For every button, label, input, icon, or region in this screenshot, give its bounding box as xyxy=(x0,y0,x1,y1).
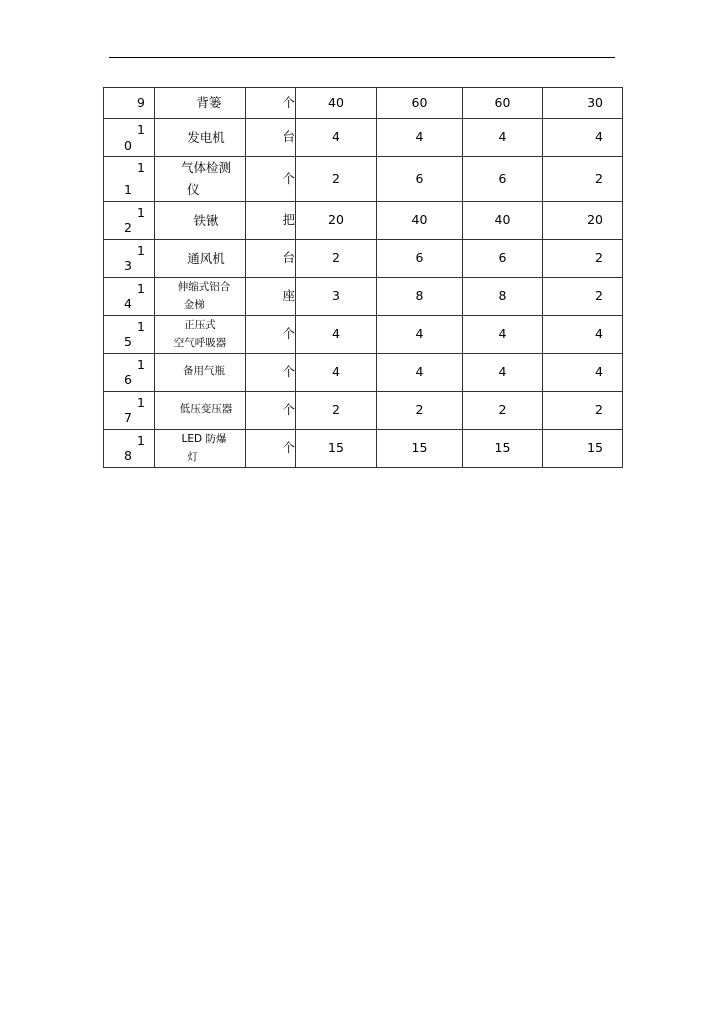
qty-1: 15 xyxy=(296,429,377,467)
unit-cell: 台 xyxy=(246,119,296,157)
qty-2: 6 xyxy=(377,157,463,202)
qty-4: 20 xyxy=(543,201,623,239)
row-number-digit: 5 xyxy=(124,334,132,350)
row-number-digit: 1 xyxy=(124,182,132,198)
table-row xyxy=(104,391,623,429)
qty-3: 15 xyxy=(463,429,543,467)
item-name-line: 空气呼吸器 xyxy=(173,337,227,350)
row-number xyxy=(104,157,155,202)
table-row xyxy=(104,119,623,157)
item-name-text: 备用气瓶 xyxy=(183,365,225,378)
unit-cell: 个 xyxy=(246,88,296,119)
qty-2: 2 xyxy=(377,391,463,429)
header-rule xyxy=(109,57,615,58)
row-number xyxy=(104,277,155,315)
qty-4: 4 xyxy=(543,353,623,391)
item-name xyxy=(155,353,246,391)
unit-cell: 个 xyxy=(246,315,296,353)
qty-1: 3 xyxy=(296,277,377,315)
qty-1: 40 xyxy=(296,88,377,119)
item-name-text: 低压变压器 xyxy=(179,403,233,416)
row-number-digit: 8 xyxy=(124,448,132,464)
qty-1: 2 xyxy=(296,391,377,429)
row-number-digit: 1 xyxy=(137,432,145,448)
qty-2: 15 xyxy=(377,429,463,467)
item-name-line: 仪 xyxy=(186,181,200,197)
item-name xyxy=(155,201,246,239)
qty-2: 4 xyxy=(377,353,463,391)
qty-2: 4 xyxy=(377,315,463,353)
table-row xyxy=(104,277,623,315)
item-name-text xyxy=(170,278,231,315)
table-row xyxy=(104,353,623,391)
item-name-text: 铁锹 xyxy=(193,212,219,228)
qty-1: 4 xyxy=(296,315,377,353)
qty-1: 20 xyxy=(296,201,377,239)
unit-cell: 个 xyxy=(246,429,296,467)
row-number-digit: 6 xyxy=(124,372,132,388)
item-name-text xyxy=(174,316,227,353)
table-row xyxy=(104,201,623,239)
qty-1: 2 xyxy=(296,157,377,202)
item-name xyxy=(155,391,246,429)
item-name-line: LED 防爆 xyxy=(181,432,227,445)
item-name xyxy=(155,119,246,157)
row-number-digit: 3 xyxy=(124,258,132,274)
row-number-digit: 0 xyxy=(124,137,132,153)
row-number-digit: 1 xyxy=(137,356,145,372)
qty-4: 2 xyxy=(543,239,623,277)
item-name xyxy=(155,277,246,315)
unit-cell: 座 xyxy=(246,277,296,315)
row-number-digit: 9 xyxy=(137,94,145,110)
row-number-digit: 1 xyxy=(137,122,145,137)
unit-cell: 把 xyxy=(246,201,296,239)
row-number-digit: 4 xyxy=(124,296,132,312)
item-name-text xyxy=(169,157,231,201)
qty-3: 6 xyxy=(463,157,543,202)
qty-4: 30 xyxy=(543,88,623,119)
item-name-line: 气体检测 xyxy=(180,160,231,175)
row-number-digit: 1 xyxy=(137,242,145,258)
item-name-text: 背篓 xyxy=(196,95,222,111)
item-name xyxy=(155,88,246,119)
item-name-line: 伸缩式铝合 xyxy=(177,280,231,293)
item-name-text: 通风机 xyxy=(187,250,225,266)
row-number xyxy=(104,119,155,157)
qty-4: 2 xyxy=(543,277,623,315)
row-number xyxy=(104,201,155,239)
qty-2: 8 xyxy=(377,277,463,315)
unit-cell: 个 xyxy=(246,391,296,429)
row-number xyxy=(104,429,155,467)
qty-3: 40 xyxy=(463,201,543,239)
qty-4: 4 xyxy=(543,119,623,157)
qty-3: 2 xyxy=(463,391,543,429)
row-number-digit: 1 xyxy=(137,280,145,296)
qty-4: 2 xyxy=(543,157,623,202)
qty-3: 4 xyxy=(463,353,543,391)
equipment-table xyxy=(103,87,623,468)
qty-2: 60 xyxy=(377,88,463,119)
qty-2: 40 xyxy=(377,201,463,239)
unit-cell: 台 xyxy=(246,239,296,277)
row-number-digit: 2 xyxy=(124,220,132,236)
qty-3: 4 xyxy=(463,119,543,157)
row-number xyxy=(104,353,155,391)
table-row xyxy=(104,315,623,353)
item-name-text xyxy=(174,430,227,467)
item-name-line: 金梯 xyxy=(183,299,205,312)
qty-4: 4 xyxy=(543,315,623,353)
qty-1: 2 xyxy=(296,239,377,277)
table-row xyxy=(104,429,623,467)
row-number-digit: 1 xyxy=(137,318,145,334)
table-row xyxy=(104,88,623,119)
row-number xyxy=(104,391,155,429)
item-name xyxy=(155,239,246,277)
qty-3: 6 xyxy=(463,239,543,277)
row-number-digit: 1 xyxy=(137,160,145,175)
unit-cell: 个 xyxy=(246,157,296,202)
qty-3: 4 xyxy=(463,315,543,353)
row-number xyxy=(104,239,155,277)
table-row xyxy=(104,239,623,277)
row-number xyxy=(104,88,155,119)
qty-1: 4 xyxy=(296,353,377,391)
item-name-line: 正压式 xyxy=(184,318,216,331)
row-number-digit: 7 xyxy=(124,410,132,426)
row-number-digit: 1 xyxy=(137,204,145,220)
qty-3: 8 xyxy=(463,277,543,315)
row-number-digit: 1 xyxy=(137,394,145,410)
qty-3: 60 xyxy=(463,88,543,119)
qty-2: 6 xyxy=(377,239,463,277)
qty-1: 4 xyxy=(296,119,377,157)
table-row xyxy=(104,157,623,202)
item-name xyxy=(155,429,246,467)
item-name-text: 发电机 xyxy=(187,129,225,145)
qty-4: 2 xyxy=(543,391,623,429)
unit-cell: 个 xyxy=(246,353,296,391)
item-name xyxy=(155,315,246,353)
item-name-line: 灯 xyxy=(187,451,199,464)
item-name xyxy=(155,157,246,202)
row-number xyxy=(104,315,155,353)
qty-4: 15 xyxy=(543,429,623,467)
qty-2: 4 xyxy=(377,119,463,157)
